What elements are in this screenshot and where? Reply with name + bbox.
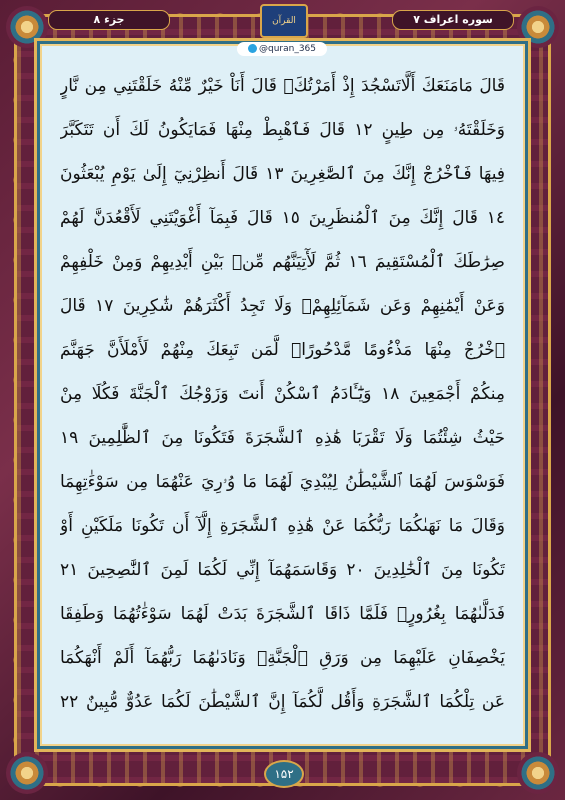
verse-line: مِنكُمْ أَجْمَعِينَ ١٨ وَيَٰٓـَٔادَمُ ٱسْكُنْ أَنتَ وَزَوْجُكَ ٱلْجَنَّةَ فَكُلَا مِنْ: [60, 384, 505, 404]
quran-logo: القرآن: [260, 4, 308, 38]
verse-line: ١٤ قَالَ إِنَّكَ مِنَ ٱلْمُنظَرِينَ ١٥ قَالَ فَبِمَآ أَغْوَيْتَنِي لَأَقْعُدَنَّ لَهُمْ: [60, 208, 505, 228]
corner-ornament-bottom-right: [517, 752, 559, 794]
channel-handle: @quran_365: [258, 44, 316, 54]
juz-label: جزء ۸: [48, 10, 170, 30]
verse-line: قَالَ مَامَنَعَكَ أَلَّاتَسْجُدَ إِذْ أَمَرْتُكَۖ قَالَ أَنَاْ خَيْرٌ مِّنْهُ خَلَقْتَنِي مِن نَّارٍ: [60, 76, 505, 96]
verse-line: تَكُونَا مِنَ ٱلْخَٰلِدِينَ ٢٠ وَقَاسَمَهُمَآ إِنِّي لَكُمَا لَمِنَ ٱلنَّٰصِحِينَ ٢١: [60, 560, 505, 580]
corner-ornament-bottom-left: [6, 752, 48, 794]
verse-line: يَخْصِفَانِ عَلَيْهِمَا مِن وَرَقِ ٱلْجَنَّةِۖ وَنَادَىٰهُمَا رَبُّهُمَآ أَلَمْ أَنْهَكُمَا: [60, 648, 505, 668]
telegram-icon: [248, 44, 257, 53]
page-number: ۱۵۲: [264, 760, 304, 788]
verse-line: فَوَسْوَسَ لَهُمَا ٱلشَّيْطَٰنُ لِيُبْدِيَ لَهُمَا مَا وُۥرِيَ عَنْهُمَا مِن سَوْءَٰتِهِمَا: [60, 472, 505, 492]
verse-line: فِيهَا فَٱخْرُجْ إِنَّكَ مِنَ ٱلصَّٰغِرِينَ ١٣ قَالَ أَنظِرْنِيٓ إِلَىٰ يَوْمِ يُبْعَثُونَ: [60, 164, 505, 184]
verse-line: فَدَلَّىٰهُمَا بِغُرُورٍۚ فَلَمَّا ذَاقَا ٱلشَّجَرَةَ بَدَتْ لَهُمَا سَوْءَٰتُهُمَا وَطَفِقَا: [60, 604, 505, 624]
surah-label: سوره اعراف ۷: [392, 10, 514, 30]
verse-line: صِرَٰطَكَ ٱلْمُسْتَقِيمَ ١٦ ثُمَّ لَأٓتِيَنَّهُم مِّنۢ بَيْنِ أَيْدِيهِمْ وَمِنْ خَلْفِهِمْ: [60, 252, 505, 272]
verse-line: وَقَالَ مَا نَهَىٰكُمَا رَبُّكُمَا عَنْ هَٰذِهِ ٱلشَّجَرَةِ إِلَّآ أَن تَكُونَا مَلَكَيْنِ أَوْ: [60, 516, 505, 536]
verse-line: عَن تِلْكُمَا ٱلشَّجَرَةِ وَأَقُل لَّكُمَآ إِنَّ ٱلشَّيْطَٰنَ لَكُمَا عَدُوٌّ مُّبِينٌ ٢٢: [60, 692, 505, 712]
verse-line: حَيْثُ شِئْتُمَا وَلَا تَقْرَبَا هَٰذِهِ ٱلشَّجَرَةَ فَتَكُونَا مِنَ ٱلظَّٰلِمِينَ ١٩: [60, 428, 505, 448]
verse-line: وَعَنْ أَيْمَٰنِهِمْ وَعَن شَمَآئِلِهِمْۖ وَلَا تَجِدُ أَكْثَرَهُمْ شَٰكِرِينَ ١٧ قَالَ: [60, 296, 505, 316]
verse-line: وَخَلَقْتَهُۥ مِن طِينٍ ١٢ قَالَ فَٱهْبِطْ مِنْهَا فَمَايَكُونُ لَكَ أَن تَتَكَبَّرَ: [60, 120, 505, 140]
verse-text-area: [60, 66, 505, 732]
channel-badge[interactable]: [237, 42, 327, 56]
verse-line: ٱخْرُجْ مِنْهَا مَذْءُومًا مَّدْحُورًاۖ لَّمَن تَبِعَكَ مِنْهُمْ لَأَمْلَأَنَّ جَهَنَّمَ: [60, 340, 505, 360]
